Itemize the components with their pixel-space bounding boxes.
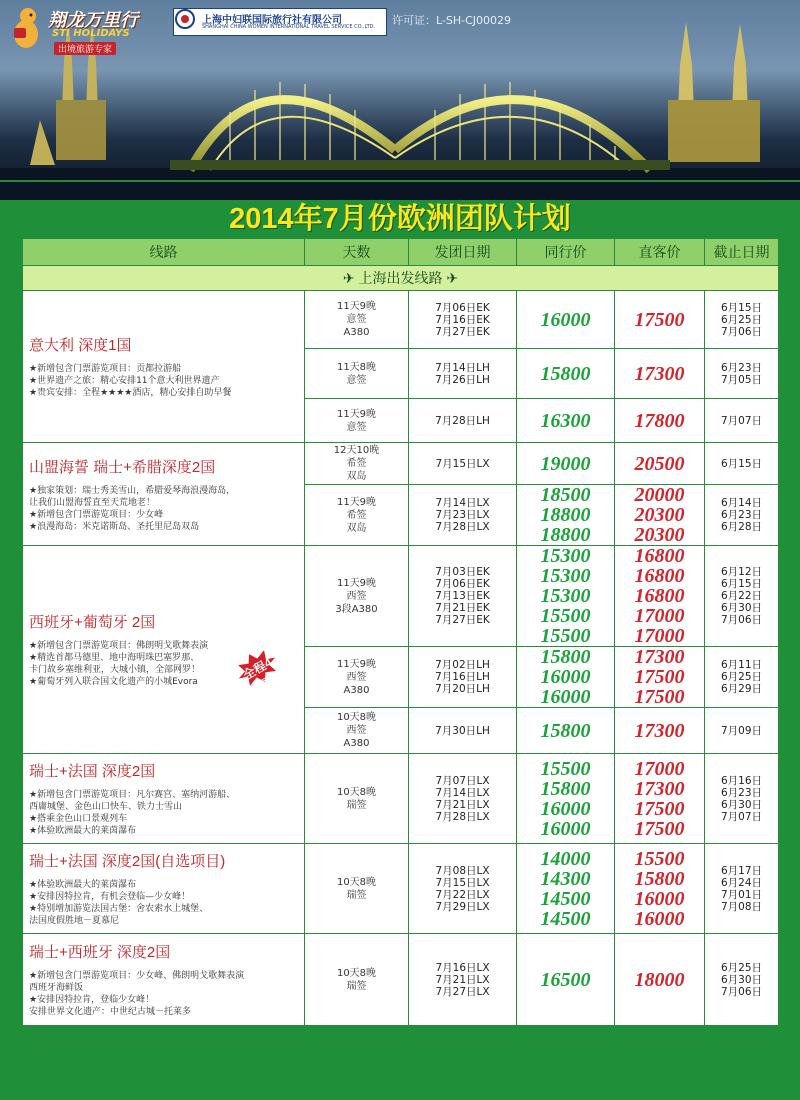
peer-price-cell [517, 844, 615, 934]
direct-price: 16000 [634, 907, 685, 930]
duration-line: 瑞签 [346, 799, 367, 811]
direct-price: 16800 [634, 545, 685, 567]
duration-line-cell [305, 443, 409, 485]
peer-price: 15300 [540, 565, 591, 587]
peer-price-cell [517, 708, 615, 754]
cutoff-date: 7月06日 [720, 614, 763, 626]
duration-line-cell [305, 546, 409, 647]
departure-date: 7月16日LX [435, 961, 490, 974]
direct-price: 16800 [634, 585, 685, 607]
departure-date: 7月27日EK [435, 325, 490, 338]
route-feature: ★葡萄牙列入联合国文化遗产的小城Evora [29, 677, 198, 687]
cutoff-date: 7月01日 [720, 888, 763, 901]
direct-price: 17300 [634, 777, 685, 800]
banner [0, 0, 800, 200]
peer-price-cell [517, 934, 615, 1026]
cutoff-date: 6月14日 [720, 497, 763, 509]
departure-date: 7月28日LH [435, 414, 490, 427]
direct-price: 17500 [634, 686, 685, 708]
cutoff-date: 6月30日 [720, 602, 763, 614]
departure-date: 7月22日LX [435, 888, 490, 901]
brand-name: 翔龙万里行 [48, 10, 138, 31]
duration-line: 11天9晚 [336, 658, 377, 670]
departure-date: 7月06日EK [435, 301, 490, 314]
direct-price: 17000 [634, 605, 685, 627]
direct-price: 17500 [634, 666, 685, 688]
table-row [23, 844, 779, 934]
departure-date: 7月07日LX [435, 774, 490, 787]
cutoff-date: 6月15日 [720, 301, 763, 314]
departure-date-cell [409, 399, 517, 443]
departure-date-cell [409, 546, 517, 647]
cutoff-date-cell [705, 349, 779, 399]
route-feature: ★新增包含门票游览项目：贡都拉游船 [29, 364, 182, 374]
departure-date-cell [409, 291, 517, 349]
duration-line: 希签 [346, 458, 367, 469]
subheader-label: 上海出发线路 [358, 270, 443, 286]
peer-price: 15500 [540, 625, 591, 647]
cutoff-date: 6月30日 [720, 798, 763, 811]
departure-date-cell [409, 708, 517, 754]
peer-price: 15800 [540, 719, 591, 742]
direct-price-cell [615, 349, 705, 399]
direct-price: 15500 [634, 847, 685, 870]
airplane-icon: ✈ [446, 270, 459, 286]
direct-price: 17000 [634, 625, 685, 647]
route-feature: ★特别增加游览法国古堡：舍农索水上城堡、 [29, 904, 209, 914]
cutoff-date-cell [705, 485, 779, 546]
cutoff-date: 6月22日 [720, 590, 763, 602]
route-feature: 安排世界文化遗产：中世纪古城－托莱多 [29, 1007, 192, 1017]
direct-price-cell [615, 754, 705, 844]
license-number: 许可证：L-SH-CJ00029 [392, 14, 512, 27]
sti-holidays-logo [6, 4, 156, 56]
departure-date: 7月15日LX [435, 876, 490, 889]
route-feature: 西班牙海鲜饭 [29, 983, 84, 993]
peer-price: 18800 [540, 524, 591, 546]
peer-price: 16000 [540, 308, 591, 331]
cutoff-date: 6月17日 [720, 864, 763, 877]
direct-price-cell [615, 443, 705, 485]
direct-price: 18000 [634, 968, 685, 991]
cutoff-date-cell [705, 291, 779, 349]
route-feature: ★世界遗产之旅：精心安排11个意大利世界遗产 [29, 376, 220, 386]
direct-price: 17300 [634, 362, 685, 385]
duration-line-cell [305, 844, 409, 934]
cutoff-date: 7月07日 [720, 414, 763, 427]
direct-price: 17000 [634, 757, 685, 780]
duration-line: 希签 [346, 509, 367, 521]
cutoff-date: 6月12日 [720, 566, 763, 578]
departure-date-cell [409, 754, 517, 844]
departure-date: 7月20日LH [435, 683, 490, 695]
peer-price: 15300 [540, 585, 591, 607]
route-cell [23, 443, 305, 546]
peer-price: 16000 [540, 686, 591, 708]
duration-line: 意签 [346, 314, 367, 325]
duration-line: 11天9晚 [336, 408, 377, 420]
direct-price: 17300 [634, 719, 685, 742]
direct-price-cell [615, 485, 705, 546]
departure-date-cell [409, 349, 517, 399]
cutoff-date: 6月11日 [720, 659, 763, 671]
direct-price-cell [615, 647, 705, 708]
peer-price: 14500 [540, 887, 591, 910]
route-feature: ★精选首都马德里、地中海明珠巴塞罗那、 [29, 653, 200, 663]
route-feature: ★新增包含门票游览项目：凡尔赛宫、塞纳河游船、 [29, 790, 236, 800]
peer-price: 15800 [540, 777, 591, 800]
peer-price: 18800 [540, 504, 591, 526]
route-feature: 西庸城堡、金色山口快车、铁力士雪山 [29, 802, 183, 812]
duration-line: A380 [343, 738, 370, 749]
peer-price: 15800 [540, 362, 591, 385]
schedule-table [22, 238, 779, 1026]
airplane-icon: ✈ [342, 270, 355, 286]
table-row [23, 546, 779, 647]
route-name: 意大利 深度1国 [29, 337, 132, 354]
table-row [23, 754, 779, 844]
departure-date-cell [409, 443, 517, 485]
route-feature: ★贵宾安排：全程★★★★酒店，精心安排自助早餐 [29, 388, 232, 398]
route-feature: 让我们山盟海誓直至天荒地老！ [29, 497, 156, 508]
route-feature: ★新增包含门票游览项目：佛朗明戈歌舞表演 [29, 641, 209, 651]
route-feature: ★新增包含门票游览项目：少女峰、佛朗明戈歌舞表演 [29, 971, 245, 981]
peer-price-cell [517, 485, 615, 546]
duration-line-cell [305, 349, 409, 399]
cutoff-date-cell [705, 754, 779, 844]
peer-price: 15500 [540, 605, 591, 627]
route-name: 山盟海誓 瑞士+希腊深度2国 [29, 458, 216, 476]
direct-price: 17800 [634, 409, 685, 432]
departure-date: 7月03日EK [435, 566, 490, 578]
duration-line: 10天8晚 [336, 967, 377, 979]
duration-line: 11天9晚 [336, 301, 377, 312]
duration-line: 双岛 [346, 522, 367, 534]
route-name: 瑞士+法国 深度2国 [29, 763, 156, 780]
departure-date: 7月08日LX [435, 864, 490, 877]
direct-price-cell [615, 708, 705, 754]
departure-date: 7月13日EK [435, 590, 490, 602]
direct-price-cell [615, 844, 705, 934]
cutoff-date-cell [705, 443, 779, 485]
cutoff-date: 7月06日 [720, 985, 763, 998]
duration-line-cell [305, 399, 409, 443]
route-feature: 法国度假胜地－夏慕尼 [29, 916, 120, 926]
direct-price: 20300 [634, 504, 685, 526]
direct-price: 20300 [634, 524, 685, 546]
departure-date: 7月29日LX [435, 900, 490, 913]
cutoff-date: 6月15日 [720, 578, 763, 590]
departure-date-cell [409, 934, 517, 1026]
cutoff-date: 6月25日 [720, 313, 763, 326]
departure-date: 7月02日LH [435, 659, 490, 671]
cutoff-date-cell [705, 647, 779, 708]
route-name: 瑞士+西班牙 深度2国 [29, 944, 171, 961]
peer-price: 15800 [540, 646, 591, 668]
duration-line: A380 [343, 684, 370, 696]
cutoff-date-cell [705, 844, 779, 934]
peer-price-cell [517, 647, 615, 708]
cutoff-date-cell [705, 708, 779, 754]
cutoff-date: 6月23日 [720, 361, 763, 374]
direct-price: 16800 [634, 565, 685, 587]
peer-price: 19000 [540, 452, 591, 475]
direct-price-cell [615, 291, 705, 349]
departure-date: 7月14日LX [435, 786, 490, 799]
duration-line-cell [305, 934, 409, 1026]
peer-price: 15500 [540, 757, 591, 780]
cutoff-date-cell [705, 934, 779, 1026]
peer-price: 16000 [540, 666, 591, 688]
duration-line: 3段A380 [335, 603, 378, 615]
departure-date: 7月21日EK [435, 602, 490, 614]
table-row [23, 291, 779, 349]
departure-date: 7月21日LX [435, 973, 490, 986]
partner-logo [173, 8, 387, 36]
direct-price: 17500 [634, 797, 685, 820]
peer-price: 14500 [540, 907, 591, 930]
route-feature: ★独家策划：瑞士秀美雪山，希腊爱琴海浪漫海岛， [29, 485, 236, 496]
route-cell [23, 844, 305, 934]
cutoff-date: 7月05日 [720, 373, 763, 386]
peer-price: 15300 [540, 545, 591, 567]
duration-line: 意签 [346, 421, 367, 433]
route-feature: ★体验欧洲最大的莱茵瀑布 [29, 880, 137, 890]
col-header-days: 天数 [305, 239, 409, 266]
departure-date-cell [409, 844, 517, 934]
cutoff-date: 6月25日 [720, 961, 763, 974]
duration-line: 11天9晚 [336, 577, 377, 589]
departure-date-cell [409, 647, 517, 708]
peer-price-cell [517, 291, 615, 349]
cutoff-date: 7月06日 [720, 325, 763, 338]
departure-date: 7月26日LH [435, 373, 490, 386]
peer-price: 14000 [540, 847, 591, 870]
col-header-departure: 发团日期 [409, 239, 517, 266]
peer-price: 16300 [540, 409, 591, 432]
page-title: 2014年7月份欧洲团队计划 [229, 203, 571, 235]
brand-name-en: STI HOLIDAYS [52, 28, 130, 39]
cutoff-date: 7月07日 [720, 810, 763, 823]
duration-line: 双岛 [346, 471, 367, 482]
duration-line: 10天8晚 [336, 786, 377, 798]
route-feature: ★安排因特拉肯，有机会登临—少女峰！ [29, 892, 191, 902]
direct-price: 20500 [634, 452, 685, 475]
departure-date: 7月16日EK [435, 313, 490, 326]
peer-price-cell [517, 349, 615, 399]
cutoff-date: 6月16日 [720, 774, 763, 787]
departure-date: 7月23日LX [435, 509, 490, 521]
table-row [23, 443, 779, 485]
col-header-route: 线路 [23, 239, 305, 266]
col-header-direct-price: 直客价 [615, 239, 705, 266]
direct-price: 15800 [634, 867, 685, 890]
cutoff-date: 7月09日 [720, 724, 763, 737]
duration-line-cell [305, 291, 409, 349]
brand-slogan: 出境旅游专家 [54, 42, 116, 55]
duration-line-cell [305, 708, 409, 754]
duration-line: 11天8晚 [336, 361, 377, 373]
table-header-row [23, 239, 779, 266]
departure-date: 7月28日LX [435, 810, 490, 823]
route-feature: ★安排因特拉肯，登临少女峰！ [29, 995, 155, 1005]
duration-line-cell [305, 485, 409, 546]
duration-line-cell [305, 647, 409, 708]
cutoff-date: 6月23日 [720, 786, 763, 799]
cutoff-date: 6月15日 [720, 457, 763, 470]
duration-line: 11天9晚 [336, 496, 377, 508]
route-cell [23, 291, 305, 443]
duration-line: 瑞签 [346, 889, 367, 901]
departure-date: 7月21日LX [435, 798, 490, 811]
direct-price: 16000 [634, 887, 685, 910]
route-feature: 卡门故乡塞维利亚，大城小镇，全部网罗！ [29, 665, 201, 675]
duration-line: 西签 [346, 671, 367, 683]
subheader-row [23, 266, 779, 291]
route-feature: ★体验欧洲最大的莱茵瀑布 [29, 826, 137, 836]
peer-price-cell [517, 443, 615, 485]
departure-date: 7月27日LX [435, 985, 490, 998]
cutoff-date: 6月25日 [720, 671, 763, 683]
subheader-cell [23, 266, 779, 291]
cutoff-date: 6月30日 [720, 973, 763, 986]
route-feature: ★新增包含门票游览项目：少女峰 [29, 509, 164, 520]
departure-date-cell [409, 485, 517, 546]
peer-price: 16000 [540, 817, 591, 840]
duration-line: A380 [343, 327, 370, 338]
departure-date: 7月30日LH [435, 724, 490, 737]
duration-line: 12天10晚 [333, 445, 380, 456]
departure-date: 7月14日LH [435, 361, 490, 374]
cutoff-date: 6月23日 [720, 509, 763, 521]
duration-line: 意签 [346, 374, 367, 386]
partner-name-cn: 上海中妇联国际旅行社有限公司 [202, 15, 342, 26]
route-name: 西班牙+葡萄牙 2国 [29, 614, 156, 631]
peer-price-cell [517, 754, 615, 844]
badge-label: 全程4星 [240, 655, 275, 693]
col-header-cutoff: 截止日期 [705, 239, 779, 266]
peer-price-cell [517, 399, 615, 443]
kangaroo-mascot-icon [6, 4, 46, 54]
cutoff-date: 7月08日 [720, 900, 763, 913]
direct-price: 17500 [634, 817, 685, 840]
departure-date: 7月28日LX [435, 521, 490, 533]
direct-price-cell [615, 934, 705, 1026]
route-cell [23, 754, 305, 844]
direct-price: 17500 [634, 308, 685, 331]
peer-price: 16000 [540, 797, 591, 820]
route-cell [23, 934, 305, 1026]
direct-price: 20000 [634, 484, 685, 506]
duration-line: 10天8晚 [336, 712, 377, 723]
col-header-peer-price: 同行价 [517, 239, 615, 266]
route-feature: ★浪漫海岛：米克诺斯岛、圣托里尼岛双岛 [29, 521, 200, 532]
departure-date: 7月15日LX [435, 457, 490, 470]
departure-date: 7月16日LH [435, 671, 490, 683]
peer-price: 16500 [540, 968, 591, 991]
direct-price-cell [615, 546, 705, 647]
duration-line: 西签 [346, 725, 367, 736]
duration-line: 瑞签 [346, 980, 367, 992]
route-name: 瑞士+法国 深度2国(自选项目) [29, 853, 226, 870]
departure-date: 7月06日EK [435, 578, 490, 590]
duration-line-cell [305, 754, 409, 844]
cutoff-date-cell [705, 546, 779, 647]
departure-date: 7月14日LX [435, 497, 490, 509]
partner-name-en: SHANGHAI CHINA WOMEN INTERNATIONAL TRAVEL SERVICE CO.,LTD. [202, 24, 376, 30]
cutoff-date: 6月28日 [720, 521, 763, 533]
duration-line: 西签 [346, 590, 367, 602]
direct-price-cell [615, 399, 705, 443]
peer-price: 18500 [540, 484, 591, 506]
departure-date: 7月27日EK [435, 614, 490, 626]
peer-price-cell [517, 546, 615, 647]
cutoff-date-cell [705, 399, 779, 443]
cutoff-date: 6月24日 [720, 876, 763, 889]
table-row [23, 934, 779, 1026]
cutoff-date: 6月29日 [720, 683, 763, 695]
peer-price: 14300 [540, 867, 591, 890]
direct-price: 17300 [634, 646, 685, 668]
duration-line: 10天8晚 [336, 876, 377, 888]
emblem-icon [174, 9, 196, 29]
route-feature: ★搭乘金色山口景观列车 [29, 814, 128, 824]
